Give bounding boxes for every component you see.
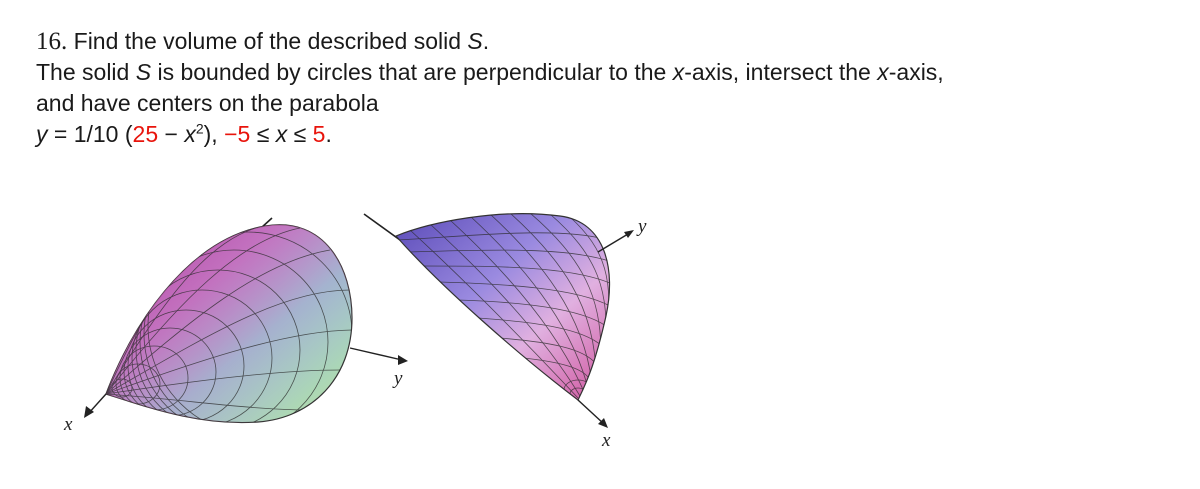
eq-x-2: x (275, 121, 288, 147)
problem-line-3: and have centers on the parabola (36, 90, 379, 116)
eq-y: y (36, 121, 48, 147)
line2-mid2: -axis, intersect the (684, 59, 871, 85)
left-solid (63, 216, 408, 436)
left-x-arrowhead (84, 406, 94, 418)
eq-le-2: ≤ (293, 121, 307, 147)
left-axis-y (350, 348, 402, 360)
eq-exponent: 2 (195, 120, 204, 137)
right-axis-y (598, 234, 628, 252)
problem-number: 16. (36, 28, 68, 55)
right-axis-x (578, 400, 604, 424)
eq-x: x (184, 121, 196, 147)
eq-close: ), (203, 121, 218, 147)
right-solid (364, 213, 647, 451)
eq-period: . (325, 121, 332, 147)
right-y-label: y (638, 216, 647, 237)
left-solid-shading (106, 225, 352, 423)
line2-end: -axis, (888, 59, 944, 85)
right-y-arrowhead (624, 230, 634, 238)
problem-title: Find the volume of the described solid (73, 28, 462, 54)
eq-red-25: 25 (132, 121, 159, 147)
eq-red-5: 5 (312, 121, 326, 147)
line2-pre: The solid (36, 59, 130, 85)
eq-red-neg5: −5 (224, 121, 251, 147)
title-end: . (482, 28, 490, 54)
right-axis-z (364, 214, 400, 240)
line2-mid1: is bounded by circles that are perpendicular to the (157, 59, 667, 85)
eq-equals: = 1/10 ( (53, 121, 133, 147)
axis-symbol-2: x (877, 59, 889, 85)
solid-symbol-2: S (135, 59, 152, 85)
eq-le-1: ≤ (256, 121, 270, 147)
solid-symbol: S (467, 28, 483, 54)
axis-symbol-1: x (672, 59, 685, 85)
left-y-label: y (394, 368, 403, 389)
eq-minus: − (164, 121, 178, 147)
right-x-label: x (602, 430, 611, 451)
left-y-arrowhead (398, 355, 408, 365)
left-x-label: x (64, 414, 73, 435)
